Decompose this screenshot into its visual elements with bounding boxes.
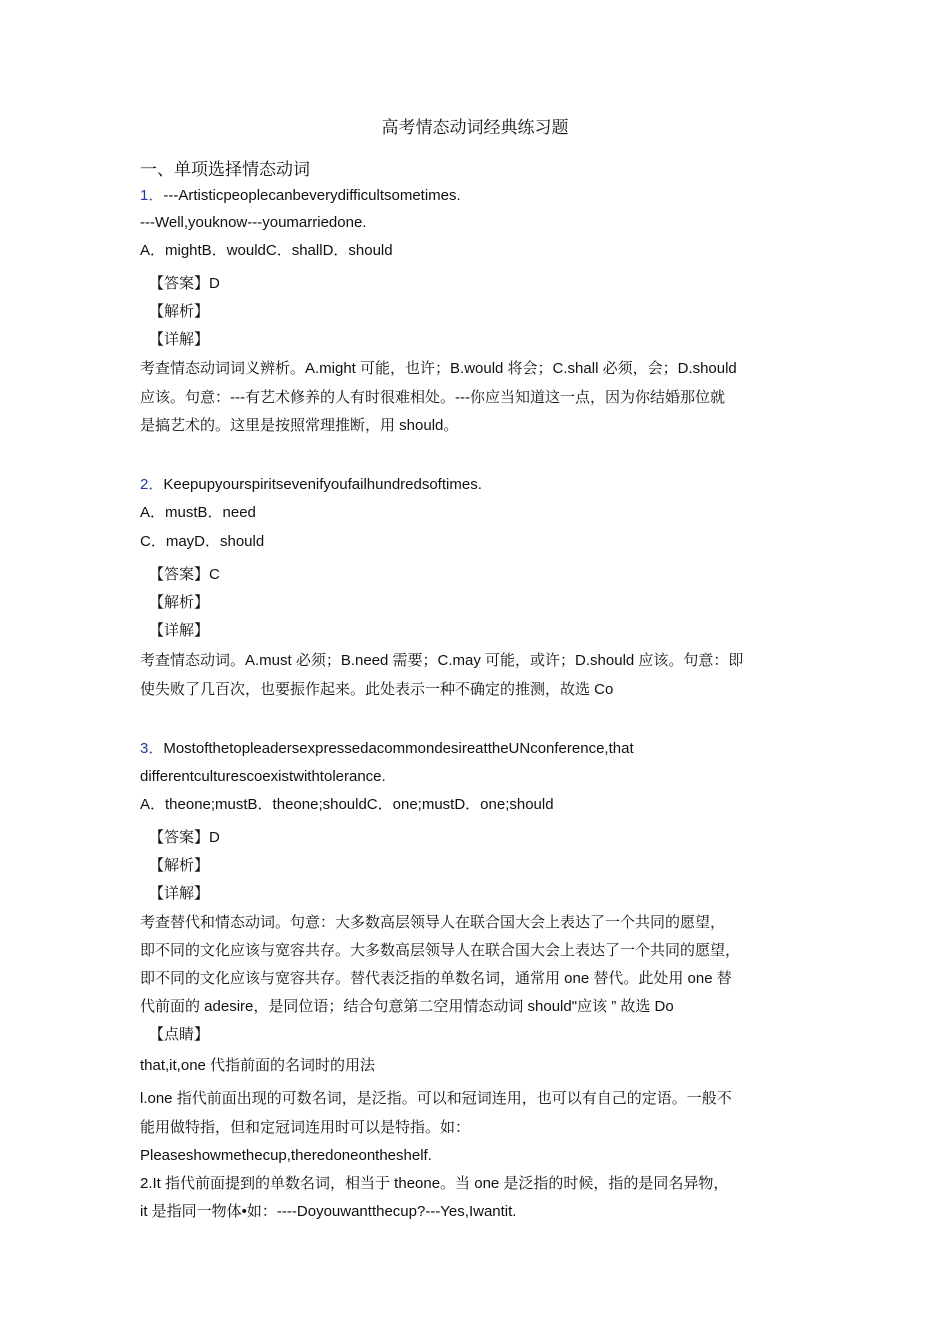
question-3-options: A．theone;mustB．theone;shouldC．one;mustD．one;should [140, 796, 554, 813]
analysis-label: 【解析】 [149, 303, 210, 320]
question-number: 1． [140, 187, 164, 204]
question-text: MostofthetopleadersexpressedacommondesireattheUNconference,that [163, 740, 634, 757]
note-line: Pleaseshowmethecup,theredoneontheshelf. [140, 1147, 432, 1164]
question-number: 2． [140, 476, 164, 493]
question-1-stem-line-2: ---Well,youknow---youmarriedone. [140, 214, 367, 231]
question-2-options-c-d: C．mayD．should [140, 533, 265, 550]
question-2-options-a-b: A．mustB．need [140, 504, 256, 521]
note-line: 2.It 指代前面提到的单数名词，相当于 theone。当 one 是泛指的时候，指的是同名异物， [140, 1175, 729, 1192]
analysis-label: 【解析】 [149, 594, 210, 611]
question-3-stem-line-2: differentculturescoexistwithtolerance. [140, 768, 386, 785]
question-text: ---Artisticpeoplecanbeverydifficultsometimes. [163, 187, 461, 204]
explanation-line: 代前面的 adesire，是同位语；结合句意第二空用情态动词 should"应该 ” 故选 Do [140, 998, 674, 1015]
detail-label: 【详解】 [149, 885, 210, 902]
explanation-line: 考查情态动词。A.must 必须；B.need 需要；C.may 可能，或许；D.should 应该。句意：即 [140, 652, 744, 669]
note-line: 能用做特指，但和定冠词连用时可以是特指。如： [140, 1119, 471, 1136]
explanation-line: 考查替代和情态动词。句意：大多数高层领导人在联合国大会上表达了一个共同的愿望， [140, 914, 726, 931]
note-line: it 是指同一物体•如：----Doyouwantthecup?---Yes,Iwantit. [140, 1203, 517, 1220]
note-line: that,it,one 代指前面的名词时的用法 [140, 1057, 376, 1074]
explanation-line: 考查情态动词词义辨析。A.might 可能，也许；B.would 将会；C.shall 必须，会；D.should [140, 360, 737, 377]
section-heading: 一、单项选择情态动词 [140, 160, 310, 179]
detail-label: 【详解】 [149, 331, 210, 348]
answer-label: 【答案】C [149, 566, 220, 583]
analysis-label: 【解析】 [149, 857, 210, 874]
question-3-stem [140, 739, 634, 759]
explanation-line: 是搞艺术的。这里是按照常理推断，用 should。 [140, 417, 459, 434]
explanation-line: 使失败了几百次，也要振作起来。此处表示一种不确定的推测，故选 Co [140, 681, 614, 698]
question-number: 3． [140, 740, 164, 757]
explanation-line: 应该。句意：---有艺术修养的人有时很难相处。---你应当知道这一点，因为你结婚那位就 [140, 389, 725, 406]
question-1-stem [140, 186, 461, 206]
answer-label: 【答案】D [149, 275, 220, 292]
explanation-line: 即不同的文化应该与宽容共存。大多数高层领导人在联合国大会上表达了一个共同的愿望， [140, 942, 741, 959]
answer-label: 【答案】D [149, 829, 220, 846]
page-title: 高考情态动词经典练习题 [381, 118, 569, 137]
note-line: l.one 指代前面出现的可数名词，是泛指。可以和冠词连用，也可以有自己的定语。一般不 [140, 1090, 732, 1107]
question-1-options: A．mightB．wouldC．shallD．should [140, 242, 393, 259]
explanation-line: 即不同的文化应该与宽容共存。替代表泛指的单数名词，通常用 one 替代。此处用 one 替 [140, 970, 732, 987]
question-text: Keepupyourspiritsevenifyoufailhundredsoftimes. [163, 476, 482, 493]
tip-label: 【点睛】 [149, 1026, 210, 1043]
detail-label: 【详解】 [149, 622, 210, 639]
question-2-stem [140, 475, 482, 495]
